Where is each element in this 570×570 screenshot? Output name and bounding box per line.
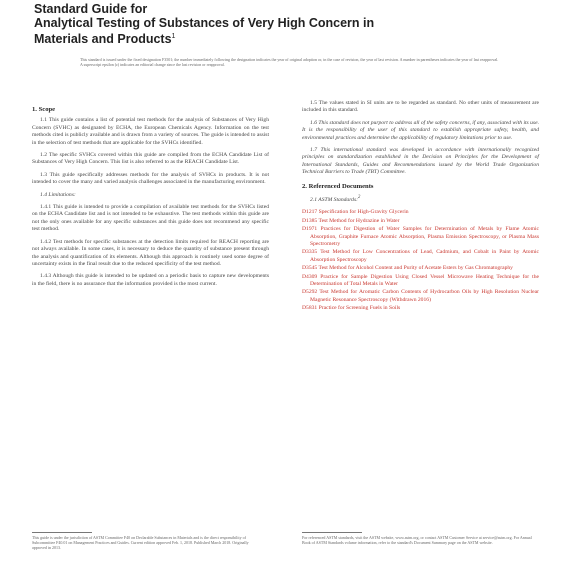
reference-item[interactable] xyxy=(302,305,539,312)
scope-para-1-3: 1.3 This guide specifically addresses methods for the analysis of SVHCs in products. It is not intended to cover the many and varied analysis challenges associated in the manufacturing environment. xyxy=(32,171,269,186)
title-line-2: Analytical Testing of Substances of Very High Concern in xyxy=(34,16,375,30)
title-line-1: Standard Guide for xyxy=(34,2,148,16)
reference-code-link[interactable]: D1217 xyxy=(302,209,318,216)
title-line-3 xyxy=(34,30,534,46)
scope-para-1-2: 1.2 The specific SVHCs covered within this guide are compiled from the ECHA Candidate List of Substances of Very High Concern. This list is also referred to as the REACH Candidate List. xyxy=(32,152,269,166)
reference-title-link[interactable]: Practice for Sample Digestion Using Closed Vessel Microwave Heating Technique for the Determination of Total Metals in Water xyxy=(310,273,539,287)
title-footnote-marker: 1 xyxy=(171,33,176,40)
scope-para-1-4: 1.4 Limitations: xyxy=(40,191,76,198)
reference-code-link[interactable]: D5292 xyxy=(302,289,318,296)
references-heading: 2. Referenced Documents xyxy=(302,182,374,190)
reference-item[interactable] xyxy=(302,274,539,289)
reference-title-link[interactable]: Practice for Screening Fuels in Soils xyxy=(318,305,401,312)
reference-title-link[interactable]: Test Method for Hydrazine in Water xyxy=(318,217,400,224)
title-line-3-text: Materials and Products xyxy=(34,32,172,47)
reference-code-link[interactable]: D1971 xyxy=(302,226,318,233)
right-column xyxy=(302,100,539,314)
reference-code-link[interactable]: D5831 xyxy=(302,305,318,312)
reference-item[interactable] xyxy=(302,249,539,264)
astm-standards-subheading xyxy=(302,194,539,204)
astm-standards-label: 2.1 ASTM Standards: xyxy=(310,196,359,203)
footnote-rule-right xyxy=(302,532,362,533)
scope-para-1-5: 1.5 The values stated in SI units are to be regarded as standard. No other units of measurement are included in this standard. xyxy=(302,100,539,114)
scope-para-1-4-3: 1.4.3 Although this guide is intended to be updated on a periodic basis to capture new developments in the field, there is no assurance that the information provided is the most current. xyxy=(32,273,269,287)
footnote-right: For referenced ASTM standards, visit the ASTM website, www.astm.org, or contact ASTM Customer Service at service@astm.org. For Annual Book of ASTM Standards volume information, refer to the standard's Document Summary page on the ASTM website. xyxy=(302,535,532,545)
scope-heading: 1. Scope xyxy=(32,106,56,113)
reference-item[interactable] xyxy=(302,209,539,216)
reference-title-link[interactable]: Practices for Digestion of Water Samples for Determination of Metals by Flame Atomic Absorption, Graphite Furnace Atomic Absorption, Plasma Emission Spectroscopy, or Plasma Mass Spectrometry xyxy=(310,226,539,247)
reference-item[interactable] xyxy=(302,265,539,272)
scope-para-1-1: 1.1 This guide contains a list of potential test methods for the analysis of Substances of Very High Concern (SVHC) as designated by ECHA, the European Chemicals Agency. Information on the test methods cited is publicly available and is drawn from a variety of sources. The guide is intended to assist in the selection of test methods that are applicable for the SVHCs identified. xyxy=(32,117,269,146)
reference-list xyxy=(302,209,539,312)
reference-code-link[interactable]: D3545 xyxy=(302,265,318,272)
reference-code-link[interactable]: D4309 xyxy=(302,273,318,280)
reference-item[interactable] xyxy=(302,218,539,225)
reference-item[interactable] xyxy=(302,226,539,248)
reference-code-link[interactable]: D1385 xyxy=(302,217,318,224)
astm-standards-footnote-marker: 2 xyxy=(358,195,361,201)
scope-para-1-4-1: 1.4.1 This guide is intended to provide a compilation of available test methods for the SVHCs listed on the ECHA Candidate list and is not intended to be exhaustive. The test methods within this guide are not the only ones available for any specific substances and this guide does not recommend any specific test method. xyxy=(32,204,269,233)
reference-item[interactable] xyxy=(302,289,539,304)
scope-para-1-7: 1.7 This international standard was developed in accordance with internationally recognized principles on standardization established in the Decision on Principles for the Development of International Standards, Guides and Recommendations issued by the World Trade Organization Technical Barriers to Trade (TBT) Committee. xyxy=(302,147,539,176)
scope-para-1-6: 1.6 This standard does not purport to address all of the safety concerns, if any, associated with its use. It is the responsibility of the user of this standard to establish appropriate safety, health, and environmental practices and determine the applicability of regulatory limitations prior to use. xyxy=(302,119,539,141)
reference-title-link[interactable]: Test Method for Alcohol Content and Purity of Acetate Esters by Gas Chromatography xyxy=(318,265,513,272)
footnote-left: This guide is under the jurisdiction of ASTM Committee F40 on Declarable Substances in Materials and is the direct responsibility of Subcommittee F40.01 on Management Practices and Guides. Current edition approved Feb. 1, 2018. Published March 2018. Originally approved in 2013. xyxy=(32,535,249,550)
reference-title-link[interactable]: Test Method for Low Concentrations of Lead, Cadmium, and Cobalt in Paint by Atomic Absorption Spectroscopy xyxy=(310,249,539,263)
left-column xyxy=(32,100,269,293)
reference-title-link[interactable]: Test Method for Aromatic Carbon Contents of Hydrocarbon Oils by High Resolution Nuclear Magnetic Resonance Spectroscopy (Withdrawn 2016) xyxy=(310,289,539,303)
title-block xyxy=(34,2,534,46)
designation-notice: This standard is issued under the fixed designation F3501; the number immediately following the designation indicates the year of original adoption or, in the case of revision, the year of last revision. A number in parentheses indicates the year of last reapproval. A superscript epsilon (ε) indicates an editorial change since the last revision or reapproval. xyxy=(80,57,499,67)
scope-para-1-4-2: 1.4.2 Test methods for specific substances at the detection limits required for REACH reporting are not always available. In some cases, it is necessary to deduce the quantity of substance present through the analysis and quantification of its elements. Although this approach is routinely used some degree of uncertainty exists in the final result due to the reduced specificity of the test method. xyxy=(32,238,269,267)
reference-code-link[interactable]: D3335 xyxy=(302,249,318,256)
footnote-rule-left xyxy=(32,532,92,533)
reference-title-link[interactable]: Specification for High-Gravity Glycerin xyxy=(318,209,409,216)
